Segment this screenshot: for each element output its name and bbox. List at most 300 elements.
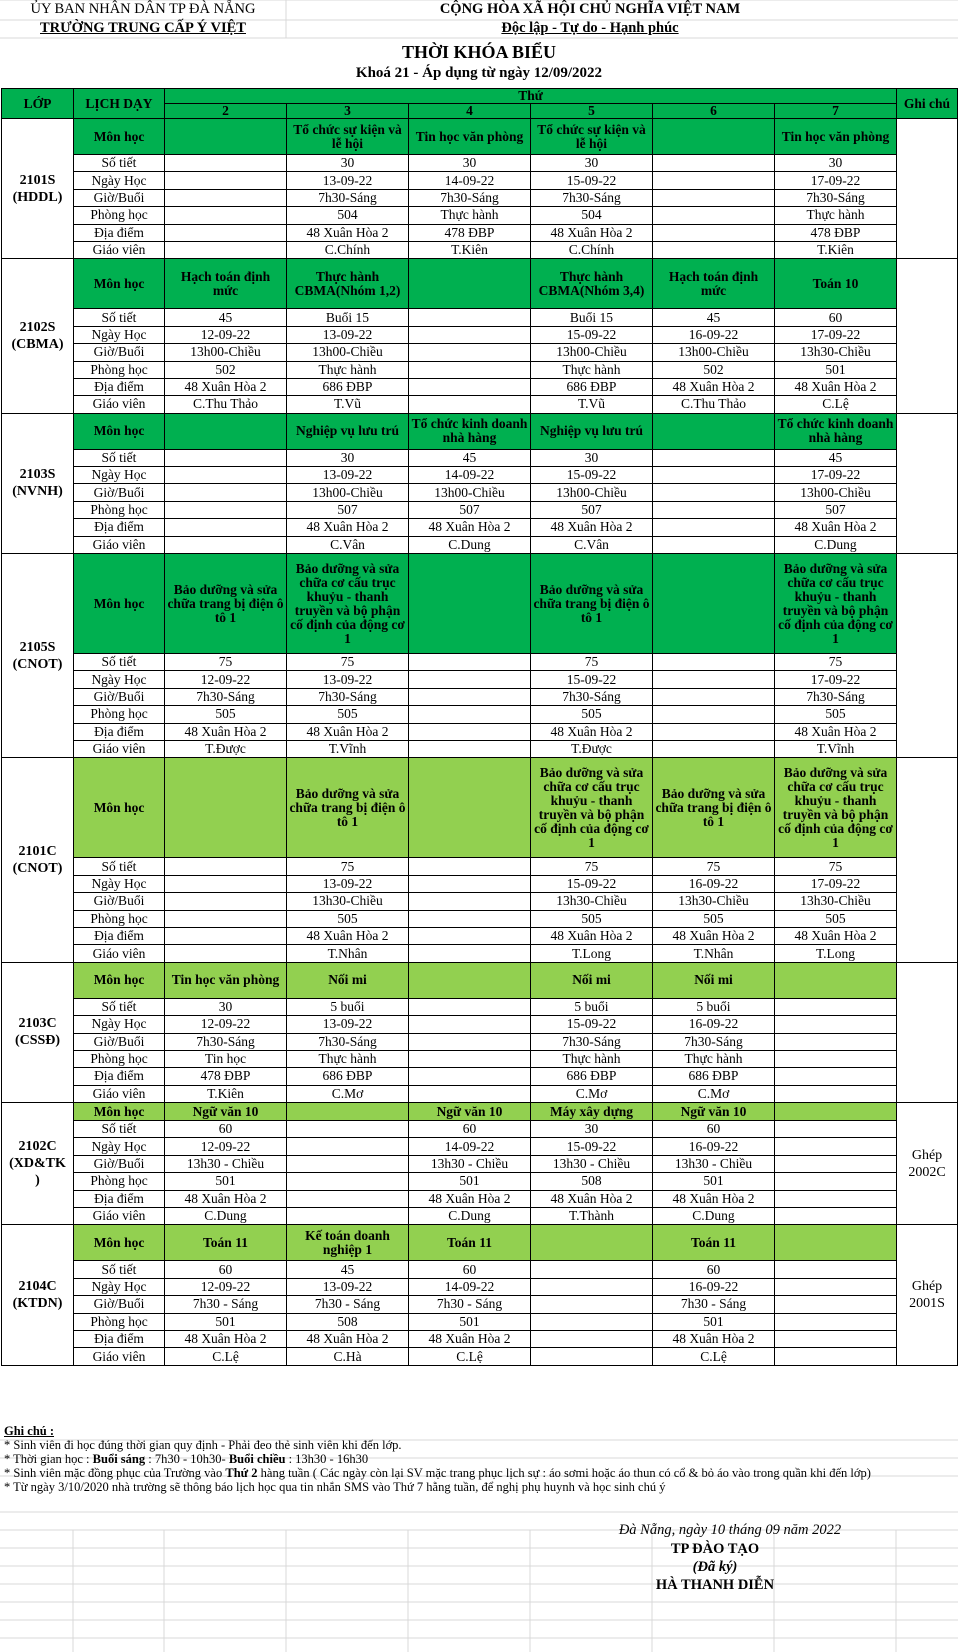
schedule-cell: Tin học — [165, 1050, 287, 1067]
row-label: Ngày Học — [74, 1138, 165, 1155]
row-label: Giáo viên — [74, 740, 165, 757]
schedule-cell: 60 — [775, 309, 897, 326]
schedule-cell: 48 Xuân Hòa 2 — [775, 519, 897, 536]
schedule-cell — [531, 1330, 653, 1347]
subject-cell — [653, 413, 775, 449]
note-line-2 — [4, 1452, 954, 1466]
schedule-cell — [653, 740, 775, 757]
schedule-cell: 7h30-Sáng — [287, 688, 409, 705]
schedule-cell: 13h30-Chiều — [531, 893, 653, 910]
schedule-cell: 13h00-Chiều — [775, 484, 897, 501]
schedule-cell: 48 Xuân Hòa 2 — [653, 1330, 775, 1347]
schedule-cell: T.Vĩnh — [775, 740, 897, 757]
schedule-cell: 13-09-22 — [287, 172, 409, 189]
note-line-3-suffix: hàng tuần ( Các ngày còn lại SV mặc trang phục lịch sự : áo sơmi hoặc áo thun có cổ & bỏ áo vào trong quần khi đến lớp) — [257, 1466, 871, 1480]
subject-cell: Nối mi — [287, 962, 409, 998]
schedule-cell: C.Lệ — [165, 1348, 287, 1365]
class-note — [897, 962, 958, 1102]
schedule-cell: 48 Xuân Hòa 2 — [409, 1190, 531, 1207]
class-detail-row — [2, 467, 958, 484]
schedule-cell — [531, 1278, 653, 1295]
subject-cell: Bảo dưỡng và sửa chữa cơ cấu trục khuỷu - thanh truyền và bộ phận cố định của động cơ 1 — [775, 554, 897, 654]
schedule-cell: 48 Xuân Hòa 2 — [775, 378, 897, 395]
schedule-cell — [653, 467, 775, 484]
class-detail-row — [2, 1313, 958, 1330]
schedule-cell: 48 Xuân Hòa 2 — [409, 1330, 531, 1347]
schedule-cell — [775, 1330, 897, 1347]
note-line-3-prefix: * Sinh viên mặc đồng phục của Trường vào — [4, 1466, 226, 1480]
schedule-cell: 5 buổi — [531, 998, 653, 1015]
row-label: Địa điểm — [74, 927, 165, 944]
schedule-cell — [775, 1278, 897, 1295]
class-note: Ghép 2002C — [897, 1103, 958, 1225]
schedule-cell: 505 — [531, 706, 653, 723]
subject-cell — [287, 1103, 409, 1121]
schedule-cell: 501 — [653, 1173, 775, 1190]
schedule-cell: 45 — [165, 309, 287, 326]
schedule-cell: 48 Xuân Hòa 2 — [653, 927, 775, 944]
row-label: Giáo viên — [74, 1085, 165, 1102]
row-label: Giờ/Buổi — [74, 1033, 165, 1050]
schedule-cell: 13h00-Chiều — [409, 484, 531, 501]
class-name: 2103S (NVNH) — [2, 413, 74, 553]
schedule-cell — [775, 1190, 897, 1207]
schedule-cell: 16-09-22 — [653, 1278, 775, 1295]
row-label: Ngày Học — [74, 875, 165, 892]
schedule-cell: 7h30 - Sáng — [409, 1296, 531, 1313]
schedule-cell: 13-09-22 — [287, 326, 409, 343]
schedule-cell: C.Mơ — [287, 1085, 409, 1102]
row-label: Phòng học — [74, 207, 165, 224]
subject-cell: Bảo dưỡng và sửa chữa cơ cấu trục khuỷu - thanh truyền và bộ phận cố định của động cơ 1 — [531, 758, 653, 858]
class-detail-row — [2, 241, 958, 258]
schedule-cell — [409, 326, 531, 343]
schedule-cell: 7h30-Sáng — [775, 189, 897, 206]
schedule-cell: 75 — [165, 654, 287, 671]
schedule-cell: 13h00-Chiều — [531, 344, 653, 361]
schedule-cell: 30 — [287, 449, 409, 466]
subject-cell — [531, 1225, 653, 1261]
class-detail-row — [2, 1068, 958, 1085]
row-label: Phòng học — [74, 361, 165, 378]
row-label: Số tiết — [74, 858, 165, 875]
schedule-cell: 15-09-22 — [531, 1016, 653, 1033]
schedule-cell — [653, 207, 775, 224]
schedule-cell: C.Vân — [531, 536, 653, 553]
day-header: 4 — [409, 104, 531, 119]
row-label: Giờ/Buổi — [74, 893, 165, 910]
row-label: Giáo viên — [74, 536, 165, 553]
schedule-cell — [165, 893, 287, 910]
schedule-cell: C.Hà — [287, 1348, 409, 1365]
schedule-cell: 60 — [409, 1261, 531, 1278]
schedule-cell — [409, 740, 531, 757]
subject-cell: Bảo dưỡng và sửa chữa trang bị điện ô tô 1 — [165, 554, 287, 654]
col-header-note: Ghi chú — [897, 89, 958, 119]
schedule-cell — [409, 654, 531, 671]
schedule-cell: 48 Xuân Hòa 2 — [653, 378, 775, 395]
schedule-cell: 7h30-Sáng — [531, 189, 653, 206]
row-label: Giáo viên — [74, 1208, 165, 1225]
class-detail-row — [2, 875, 958, 892]
schedule-cell — [409, 875, 531, 892]
row-label: Phòng học — [74, 1313, 165, 1330]
schedule-cell: 13h30 - Chiều — [165, 1155, 287, 1172]
subject-cell — [653, 554, 775, 654]
page-title: THỜI KHÓA BIỂU — [401, 42, 557, 62]
schedule-cell — [409, 309, 531, 326]
row-label: Ngày Học — [74, 671, 165, 688]
schedule-cell: T.Vũ — [531, 396, 653, 413]
subject-cell — [409, 259, 531, 309]
note-afternoon-time: : 13h30 - 16h30 — [285, 1452, 369, 1466]
class-note — [897, 413, 958, 553]
schedule-cell: 501 — [165, 1313, 287, 1330]
schedule-cell: C.Dung — [409, 536, 531, 553]
row-label: Giờ/Buổi — [74, 688, 165, 705]
schedule-cell — [653, 172, 775, 189]
schedule-cell: 60 — [653, 1261, 775, 1278]
page-subtitle: Khoá 21 - Áp dụng từ ngày 12/09/2022 — [355, 65, 603, 81]
schedule-cell: 75 — [531, 858, 653, 875]
schedule-cell — [653, 654, 775, 671]
schedule-cell: 13h30 - Chiều — [653, 1155, 775, 1172]
note-line-3 — [4, 1466, 954, 1480]
schedule-cell: 13h00-Chiều — [165, 344, 287, 361]
row-label: Địa điểm — [74, 519, 165, 536]
schedule-cell: T.Được — [165, 740, 287, 757]
schedule-cell: 30 — [287, 155, 409, 172]
schedule-cell: 13h00-Chiều — [287, 484, 409, 501]
schedule-cell — [409, 671, 531, 688]
subject-cell: Nối mi — [653, 962, 775, 998]
subject-cell: Toán 11 — [165, 1225, 287, 1261]
class-note — [897, 758, 958, 962]
subject-cell: Toán 10 — [775, 259, 897, 309]
row-label: Địa điểm — [74, 1190, 165, 1207]
schedule-cell: 507 — [775, 501, 897, 518]
schedule-cell: 507 — [531, 501, 653, 518]
subject-cell: Thực hành CBMA(Nhóm 1,2) — [287, 259, 409, 309]
schedule-cell: 7h30-Sáng — [165, 688, 287, 705]
schedule-cell: 505 — [775, 910, 897, 927]
schedule-cell — [409, 1033, 531, 1050]
subject-cell: Bảo dưỡng và sửa chữa trang bị điện ô tô 1 — [287, 758, 409, 858]
schedule-cell: 7h30 - Sáng — [653, 1296, 775, 1313]
schedule-cell — [409, 910, 531, 927]
schedule-cell: 5 buổi — [653, 998, 775, 1015]
schedule-cell — [775, 1173, 897, 1190]
schedule-cell: 48 Xuân Hòa 2 — [775, 723, 897, 740]
schedule-cell: 16-09-22 — [653, 1138, 775, 1155]
note-line-4: * Từ ngày 3/10/2020 nhà trường sẽ thông báo lịch học qua tin nhắn SMS vào Thứ 7 hằng tuần, để nghị phụ huynh và học sinh chú ý — [4, 1480, 666, 1494]
schedule-cell — [165, 449, 287, 466]
schedule-cell — [409, 1016, 531, 1033]
row-label: Môn học — [74, 758, 165, 858]
class-detail-row — [2, 858, 958, 875]
row-label: Môn học — [74, 259, 165, 309]
schedule-cell — [165, 519, 287, 536]
signature-place-date: Đà Nẵng, ngày 10 tháng 09 năm 2022 — [618, 1522, 842, 1538]
schedule-cell — [287, 1208, 409, 1225]
schedule-cell — [775, 1050, 897, 1067]
row-label: Giờ/Buổi — [74, 189, 165, 206]
subject-cell: Tổ chức kinh doanh nhà hàng — [409, 413, 531, 449]
schedule-cell: 7h30-Sáng — [287, 189, 409, 206]
row-label: Phòng học — [74, 501, 165, 518]
schedule-cell: Thực hành — [409, 207, 531, 224]
row-label: Số tiết — [74, 155, 165, 172]
class-detail-row — [2, 723, 958, 740]
schedule-cell: T.Long — [775, 945, 897, 962]
subject-cell: Ngữ văn 10 — [165, 1103, 287, 1121]
schedule-cell: T.Vũ — [287, 396, 409, 413]
row-label: Giáo viên — [74, 396, 165, 413]
schedule-cell: 30 — [531, 449, 653, 466]
schedule-cell: Buổi 15 — [287, 309, 409, 326]
schedule-cell: 13-09-22 — [287, 875, 409, 892]
schedule-cell: T.Long — [531, 945, 653, 962]
schedule-cell: 48 Xuân Hòa 2 — [287, 519, 409, 536]
subject-cell: Máy xây dựng — [531, 1103, 653, 1121]
schedule-cell: 48 Xuân Hòa 2 — [287, 927, 409, 944]
schedule-cell: 75 — [287, 654, 409, 671]
schedule-cell: 505 — [775, 706, 897, 723]
schedule-cell: 508 — [287, 1313, 409, 1330]
schedule-cell — [409, 927, 531, 944]
row-label: Số tiết — [74, 998, 165, 1015]
schedule-cell: Buổi 15 — [531, 309, 653, 326]
schedule-cell: 507 — [287, 501, 409, 518]
schedule-cell: Thực hành — [287, 1050, 409, 1067]
note-morning-time: : 7h30 - 10h30- — [145, 1452, 229, 1466]
schedule-cell: 501 — [165, 1173, 287, 1190]
schedule-cell — [165, 858, 287, 875]
schedule-cell: 17-09-22 — [775, 671, 897, 688]
row-label: Số tiết — [74, 654, 165, 671]
schedule-cell: T.Nhân — [653, 945, 775, 962]
schedule-cell: T.Kiên — [409, 241, 531, 258]
subject-cell — [653, 119, 775, 155]
class-subject-row — [2, 259, 958, 309]
class-subject-row — [2, 413, 958, 449]
class-detail-row — [2, 706, 958, 723]
subject-cell: Thực hành CBMA(Nhóm 3,4) — [531, 259, 653, 309]
schedule-cell — [775, 1313, 897, 1330]
schedule-cell: Thực hành — [653, 1050, 775, 1067]
subject-cell: Tổ chức sự kiện và lễ hội — [287, 119, 409, 155]
schedule-cell: 30 — [531, 155, 653, 172]
schedule-cell — [409, 945, 531, 962]
national-motto: CỘNG HÒA XÃ HỘI CHỦ NGHĨA VIỆT NAM — [439, 1, 741, 17]
schedule-cell: C.Mơ — [531, 1085, 653, 1102]
schedule-cell: 502 — [653, 361, 775, 378]
schedule-cell: 75 — [775, 654, 897, 671]
schedule-cell: 75 — [287, 858, 409, 875]
day-header: 6 — [653, 104, 775, 119]
schedule-cell: 48 Xuân Hòa 2 — [531, 224, 653, 241]
subject-cell — [165, 119, 287, 155]
subject-cell — [165, 758, 287, 858]
subject-cell — [409, 758, 531, 858]
schedule-cell: T.Nhân — [287, 945, 409, 962]
schedule-cell: 13-09-22 — [287, 671, 409, 688]
note-afternoon-label: Buổi chiều — [228, 1452, 286, 1466]
class-name: 2102C (XD&TK ) — [2, 1103, 74, 1225]
schedule-cell: 5 buổi — [287, 998, 409, 1015]
national-slogan: Độc lập - Tự do - Hạnh phúc — [501, 20, 679, 36]
schedule-cell: 13h00-Chiều — [531, 484, 653, 501]
class-detail-row — [2, 1173, 958, 1190]
note-line-2-prefix: * Thời gian học : — [4, 1452, 93, 1466]
schedule-cell: 505 — [653, 910, 775, 927]
schedule-cell: 504 — [531, 207, 653, 224]
row-label: Giờ/Buổi — [74, 1155, 165, 1172]
subject-cell: Nghiệp vụ lưu trú — [531, 413, 653, 449]
col-header-schedule: LỊCH DẠY — [74, 89, 165, 119]
class-detail-row — [2, 927, 958, 944]
class-detail-row — [2, 654, 958, 671]
subject-cell: Nối mi — [531, 962, 653, 998]
schedule-cell: 7h30-Sáng — [531, 1033, 653, 1050]
timetable — [1, 88, 958, 1366]
class-detail-row — [2, 189, 958, 206]
schedule-cell: 15-09-22 — [531, 172, 653, 189]
schedule-cell — [409, 361, 531, 378]
schedule-cell — [409, 706, 531, 723]
schedule-cell: 13h30-Chiều — [653, 893, 775, 910]
class-detail-row — [2, 326, 958, 343]
class-detail-row — [2, 309, 958, 326]
schedule-cell: 686 ĐBP — [287, 1068, 409, 1085]
schedule-cell: 75 — [775, 858, 897, 875]
schedule-cell: 16-09-22 — [653, 326, 775, 343]
schedule-cell: 48 Xuân Hòa 2 — [409, 519, 531, 536]
row-label: Địa điểm — [74, 224, 165, 241]
schedule-cell — [165, 467, 287, 484]
schedule-cell — [775, 1068, 897, 1085]
class-detail-row — [2, 1208, 958, 1225]
schedule-cell: 13h30 - Chiều — [531, 1155, 653, 1172]
schedule-cell — [409, 344, 531, 361]
schedule-cell: 15-09-22 — [531, 326, 653, 343]
schedule-cell: C.Mơ — [653, 1085, 775, 1102]
schedule-cell: 501 — [653, 1313, 775, 1330]
schedule-cell: 7h30-Sáng — [287, 1033, 409, 1050]
schedule-cell — [409, 396, 531, 413]
class-detail-row — [2, 1155, 958, 1172]
schedule-cell — [165, 189, 287, 206]
schedule-cell: 7h30 - Sáng — [287, 1296, 409, 1313]
schedule-cell: Thực hành — [287, 361, 409, 378]
class-detail-row — [2, 207, 958, 224]
day-header: 7 — [775, 104, 897, 119]
subject-cell: Tổ chức kinh doanh nhà hàng — [775, 413, 897, 449]
schedule-cell: C.Dung — [775, 536, 897, 553]
schedule-cell — [653, 189, 775, 206]
row-label: Địa điểm — [74, 1330, 165, 1347]
schedule-cell: Thực hành — [531, 361, 653, 378]
schedule-cell: 507 — [409, 501, 531, 518]
class-name: 2102S (CBMA) — [2, 259, 74, 413]
schedule-cell: 501 — [409, 1173, 531, 1190]
schedule-cell: 686 ĐBP — [653, 1068, 775, 1085]
schedule-cell: 45 — [653, 309, 775, 326]
schedule-cell — [775, 1016, 897, 1033]
schedule-cell: C.Vân — [287, 536, 409, 553]
class-name: 2101S (HDDL) — [2, 119, 74, 259]
schedule-cell: 14-09-22 — [409, 172, 531, 189]
schedule-cell: 505 — [165, 706, 287, 723]
schedule-cell: 7h30-Sáng — [531, 688, 653, 705]
schedule-cell: C.Dung — [653, 1208, 775, 1225]
schedule-cell — [653, 241, 775, 258]
class-detail-row — [2, 671, 958, 688]
notes-section — [4, 1424, 954, 1494]
subject-cell: Bảo dưỡng và sửa chữa trang bị điện ô tô 1 — [531, 554, 653, 654]
schedule-cell: 7h30-Sáng — [409, 189, 531, 206]
schedule-cell — [409, 893, 531, 910]
schedule-cell: 7h30-Sáng — [653, 1033, 775, 1050]
class-name: 2101C (CNOT) — [2, 758, 74, 962]
schedule-cell — [165, 536, 287, 553]
class-detail-row — [2, 910, 958, 927]
schedule-cell: 13h00-Chiều — [287, 344, 409, 361]
schedule-cell: C.Lệ — [775, 396, 897, 413]
schedule-cell: 30 — [775, 155, 897, 172]
schedule-cell — [653, 723, 775, 740]
schedule-cell: 30 — [165, 998, 287, 1015]
subject-cell: Tổ chức sự kiện và lễ hội — [531, 119, 653, 155]
class-detail-row — [2, 484, 958, 501]
schedule-cell: C.Thu Thảo — [165, 396, 287, 413]
schedule-cell: T.Thành — [531, 1208, 653, 1225]
schedule-cell: 505 — [287, 706, 409, 723]
day-header: 5 — [531, 104, 653, 119]
schedule-cell — [653, 501, 775, 518]
schedule-cell: 60 — [409, 1121, 531, 1138]
schedule-cell: 13h30-Chiều — [775, 344, 897, 361]
row-label: Giáo viên — [74, 945, 165, 962]
class-detail-row — [2, 501, 958, 518]
schedule-cell: 30 — [531, 1121, 653, 1138]
schedule-cell: 48 Xuân Hòa 2 — [165, 378, 287, 395]
row-label: Phòng học — [74, 910, 165, 927]
class-detail-row — [2, 344, 958, 361]
schedule-cell: C.Dung — [165, 1208, 287, 1225]
class-detail-row — [2, 1085, 958, 1102]
schedule-cell — [165, 945, 287, 962]
class-subject-row — [2, 1103, 958, 1121]
schedule-cell — [409, 1068, 531, 1085]
schedule-cell — [531, 1296, 653, 1313]
schedule-cell: 48 Xuân Hòa 2 — [531, 1190, 653, 1207]
schedule-cell: 501 — [775, 361, 897, 378]
subject-cell — [775, 962, 897, 998]
schedule-cell: 12-09-22 — [165, 326, 287, 343]
schedule-cell — [653, 688, 775, 705]
class-note — [897, 119, 958, 259]
class-subject-row — [2, 758, 958, 858]
schedule-cell: 48 Xuân Hòa 2 — [653, 1190, 775, 1207]
class-detail-row — [2, 688, 958, 705]
col-header-class: LỚP — [2, 89, 74, 119]
class-detail-row — [2, 396, 958, 413]
schedule-cell: 12-09-22 — [165, 671, 287, 688]
row-label: Giờ/Buổi — [74, 1296, 165, 1313]
class-detail-row — [2, 449, 958, 466]
class-detail-row — [2, 224, 958, 241]
